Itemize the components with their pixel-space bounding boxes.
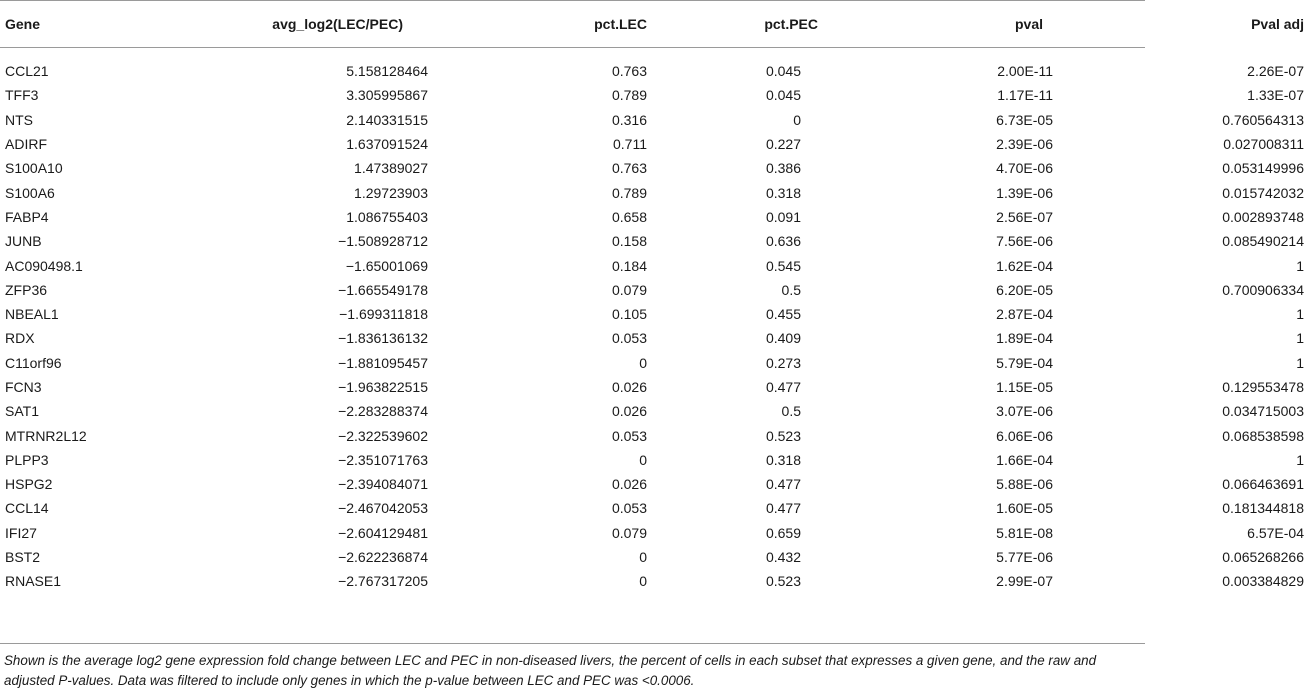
cell-pct-lec: 0.053 xyxy=(611,427,647,444)
cell-gene: JUNB xyxy=(5,233,42,250)
cell-pval-adj: 0.085490214 xyxy=(1222,233,1304,250)
cell-pct-lec: 0.105 xyxy=(611,306,647,323)
cell-avg-log2: −1.881095457 xyxy=(338,354,428,371)
cell-pct-pec: 0.455 xyxy=(765,306,801,323)
cell-pct-pec: 0.386 xyxy=(765,160,801,177)
cell-pval-adj: 0.760564313 xyxy=(1222,111,1304,128)
cell-pct-pec: 0.045 xyxy=(765,63,801,80)
cell-gene: NTS xyxy=(5,111,33,128)
table-row xyxy=(0,545,1308,569)
cell-avg-log2: −2.394084071 xyxy=(338,476,428,493)
table-row xyxy=(0,375,1308,399)
cell-pct-pec: 0.409 xyxy=(765,330,801,347)
header-pval: pval xyxy=(1014,15,1043,32)
cell-gene: MTRNR2L12 xyxy=(5,427,87,444)
cell-pval: 3.07E-06 xyxy=(996,403,1053,420)
cell-avg-log2: 1.637091524 xyxy=(346,136,428,153)
cell-pval: 1.17E-11 xyxy=(997,87,1053,104)
cell-pct-pec: 0.318 xyxy=(765,184,801,201)
cell-gene: BST2 xyxy=(5,549,41,566)
table-row xyxy=(0,132,1308,156)
table-row xyxy=(0,278,1308,302)
cell-gene: AC090498.1 xyxy=(5,257,83,274)
cell-pval: 6.06E-06 xyxy=(996,427,1053,444)
cell-pct-pec: 0.432 xyxy=(765,549,801,566)
cell-pct-lec: 0.711 xyxy=(613,136,647,153)
cell-pval: 5.79E-04 xyxy=(996,354,1053,371)
cell-pval-adj: 1.33E-07 xyxy=(1247,87,1304,104)
cell-gene: RNASE1 xyxy=(5,573,62,590)
table-row xyxy=(0,156,1308,180)
cell-pval-adj: 0.002893748 xyxy=(1222,208,1304,225)
cell-avg-log2: −2.322539602 xyxy=(338,427,428,444)
cell-pct-lec: 0.789 xyxy=(611,184,647,201)
cell-pval-adj: 0.027008311 xyxy=(1223,136,1304,153)
cell-pct-lec: 0 xyxy=(639,354,647,371)
cell-pval: 1.60E-05 xyxy=(996,500,1053,517)
cell-pct-pec: 0.5 xyxy=(781,403,801,420)
table-bottom-rule xyxy=(0,643,1145,644)
cell-pct-pec: 0.273 xyxy=(765,354,801,371)
cell-avg-log2: −2.622236874 xyxy=(338,549,428,566)
cell-pval: 1.39E-06 xyxy=(996,184,1053,201)
cell-pval: 2.56E-07 xyxy=(996,208,1053,225)
cell-pct-pec: 0.318 xyxy=(765,451,801,468)
table-row xyxy=(0,351,1308,375)
cell-pct-lec: 0.184 xyxy=(611,257,647,274)
cell-pval: 5.81E-08 xyxy=(996,524,1053,541)
cell-pct-lec: 0.079 xyxy=(611,524,647,541)
table-row xyxy=(0,229,1308,253)
cell-pval-adj: 0.053149996 xyxy=(1222,160,1304,177)
cell-pval-adj: 0.129553478 xyxy=(1222,379,1304,395)
header-avg-log2: avg_log2(LEC/PEC) xyxy=(272,15,403,32)
table-body xyxy=(0,47,1308,594)
cell-pct-lec: 0.789 xyxy=(611,87,647,104)
cell-avg-log2: 1.29723903 xyxy=(354,184,428,201)
cell-pval: 6.20E-05 xyxy=(996,281,1053,298)
cell-pval-adj: 1 xyxy=(1296,330,1304,347)
table-row xyxy=(0,253,1308,277)
table-row xyxy=(0,496,1308,520)
cell-gene: RDX xyxy=(5,330,35,347)
cell-pval: 2.00E-11 xyxy=(997,63,1053,80)
cell-pval: 1.62E-04 xyxy=(996,257,1053,274)
cell-avg-log2: 3.305995867 xyxy=(346,87,428,104)
cell-pval: 1.15E-05 xyxy=(996,379,1053,395)
table-row xyxy=(0,326,1308,350)
cell-pct-pec: 0.045 xyxy=(765,87,801,104)
cell-gene: S100A6 xyxy=(5,184,55,201)
cell-gene: C11orf96 xyxy=(5,354,62,371)
cell-avg-log2: 5.158128464 xyxy=(346,63,428,80)
cell-pct-pec: 0 xyxy=(793,111,801,128)
cell-pval: 5.77E-06 xyxy=(996,549,1053,566)
header-gene: Gene xyxy=(5,15,41,32)
table-row xyxy=(0,423,1308,447)
cell-pval-adj: 0.003384829 xyxy=(1222,573,1304,590)
cell-avg-log2: −1.836136132 xyxy=(338,330,428,347)
cell-pct-lec: 0.316 xyxy=(611,111,647,128)
cell-avg-log2: −2.467042053 xyxy=(338,500,428,517)
cell-avg-log2: −2.604129481 xyxy=(338,524,428,541)
cell-gene: CCL14 xyxy=(5,500,49,517)
cell-avg-log2: −1.963822515 xyxy=(338,379,428,395)
table-row xyxy=(0,302,1308,326)
cell-pval-adj: 0.034715003 xyxy=(1222,403,1304,420)
cell-pval-adj: 0.066463691 xyxy=(1222,476,1304,493)
cell-pval-adj: 1 xyxy=(1296,306,1304,323)
cell-pval: 2.39E-06 xyxy=(996,136,1053,153)
cell-pval-adj: 0.181344818 xyxy=(1222,500,1304,517)
cell-pval: 4.70E-06 xyxy=(996,160,1053,177)
cell-avg-log2: −1.65001069 xyxy=(345,257,428,274)
cell-avg-log2: −2.767317205 xyxy=(338,573,428,590)
cell-pct-pec: 0.545 xyxy=(765,257,801,274)
table-row xyxy=(0,108,1308,132)
cell-gene: ZFP36 xyxy=(5,281,48,298)
cell-pct-pec: 0.523 xyxy=(765,573,801,590)
table-row xyxy=(0,569,1308,593)
cell-gene: S100A10 xyxy=(5,160,63,177)
cell-pval: 1.66E-04 xyxy=(996,451,1053,468)
cell-gene: CCL21 xyxy=(5,63,49,80)
cell-avg-log2: −1.508928712 xyxy=(338,233,428,250)
table-row xyxy=(0,47,1308,83)
cell-gene: SAT1 xyxy=(5,403,39,420)
cell-pval: 1.89E-04 xyxy=(996,330,1053,347)
cell-avg-log2: −1.699311818 xyxy=(339,306,428,323)
cell-pval-adj: 0.068538598 xyxy=(1222,427,1304,444)
cell-pct-lec: 0.026 xyxy=(611,403,647,420)
cell-pct-pec: 0.477 xyxy=(765,379,801,395)
cell-pval-adj: 6.57E-04 xyxy=(1247,524,1304,541)
cell-pct-lec: 0.658 xyxy=(611,208,647,225)
table-row xyxy=(0,399,1308,423)
cell-pct-lec: 0.026 xyxy=(611,379,647,395)
cell-pct-lec: 0 xyxy=(639,573,647,590)
cell-pct-lec: 0 xyxy=(639,451,647,468)
cell-pct-lec: 0.763 xyxy=(611,160,647,177)
cell-pval: 5.88E-06 xyxy=(996,476,1053,493)
cell-pval: 7.56E-06 xyxy=(996,233,1053,250)
cell-avg-log2: −2.283288374 xyxy=(338,403,428,420)
cell-pct-pec: 0.477 xyxy=(765,476,801,493)
cell-pct-pec: 0.5 xyxy=(781,281,801,298)
cell-pct-lec: 0.079 xyxy=(611,281,647,298)
cell-gene: IFI27 xyxy=(5,524,37,541)
cell-pval-adj: 1 xyxy=(1296,354,1304,371)
cell-pval-adj: 0.065268266 xyxy=(1222,549,1304,566)
cell-avg-log2: 2.140331515 xyxy=(346,111,428,128)
table-row xyxy=(0,521,1308,545)
table-header xyxy=(0,0,1308,47)
cell-pval-adj: 2.26E-07 xyxy=(1247,63,1304,80)
cell-gene: FCN3 xyxy=(5,379,42,395)
table-row xyxy=(0,472,1308,496)
cell-pct-lec: 0.053 xyxy=(611,330,647,347)
header-pval-adj: Pval adj xyxy=(1251,15,1304,32)
cell-avg-log2: 1.47389027 xyxy=(354,160,428,177)
cell-pval: 6.73E-05 xyxy=(996,111,1053,128)
cell-pct-pec: 0.091 xyxy=(765,208,801,225)
cell-gene: HSPG2 xyxy=(5,476,53,493)
table-row xyxy=(0,83,1308,107)
cell-pct-lec: 0.026 xyxy=(611,476,647,493)
cell-pval-adj: 1 xyxy=(1296,451,1304,468)
header-pct-pec: pct.PEC xyxy=(764,15,818,32)
cell-pct-pec: 0.523 xyxy=(765,427,801,444)
cell-gene: PLPP3 xyxy=(5,451,49,468)
cell-avg-log2: 1.086755403 xyxy=(346,208,428,225)
cell-pct-lec: 0.053 xyxy=(611,500,647,517)
table-row xyxy=(0,448,1308,472)
cell-pct-pec: 0.477 xyxy=(765,500,801,517)
cell-pval: 2.99E-07 xyxy=(996,573,1053,590)
cell-pval: 2.87E-04 xyxy=(996,306,1053,323)
cell-gene: ADIRF xyxy=(5,136,47,153)
cell-gene: NBEAL1 xyxy=(5,306,59,323)
cell-pct-pec: 0.227 xyxy=(765,136,801,153)
table-row xyxy=(0,180,1308,204)
cell-pct-lec: 0 xyxy=(639,549,647,566)
cell-pval-adj: 0.700906334 xyxy=(1222,281,1304,298)
cell-pct-pec: 0.659 xyxy=(765,524,801,541)
table-caption: Shown is the average log2 gene expression fold change between LEC and PEC in non-diseased livers, the percent of cells in each subset that expresses a given gene, and the raw and adjusted P-values. Data was filtered to include only genes in which the p-value between LEC and PEC was <0.0006. xyxy=(4,653,1097,688)
cell-pct-lec: 0.763 xyxy=(611,63,647,80)
header-row xyxy=(0,0,1308,47)
cell-avg-log2: −1.665549178 xyxy=(338,281,428,298)
cell-pval-adj: 1 xyxy=(1296,257,1304,274)
table-row xyxy=(0,205,1308,229)
cell-pval-adj: 0.015742032 xyxy=(1222,184,1304,201)
cell-gene: FABP4 xyxy=(5,208,49,225)
cell-avg-log2: −2.351071763 xyxy=(338,451,428,468)
header-pct-lec: pct.LEC xyxy=(594,15,647,32)
cell-pct-pec: 0.636 xyxy=(765,233,801,250)
cell-pct-lec: 0.158 xyxy=(611,233,647,250)
cell-gene: TFF3 xyxy=(5,87,39,104)
